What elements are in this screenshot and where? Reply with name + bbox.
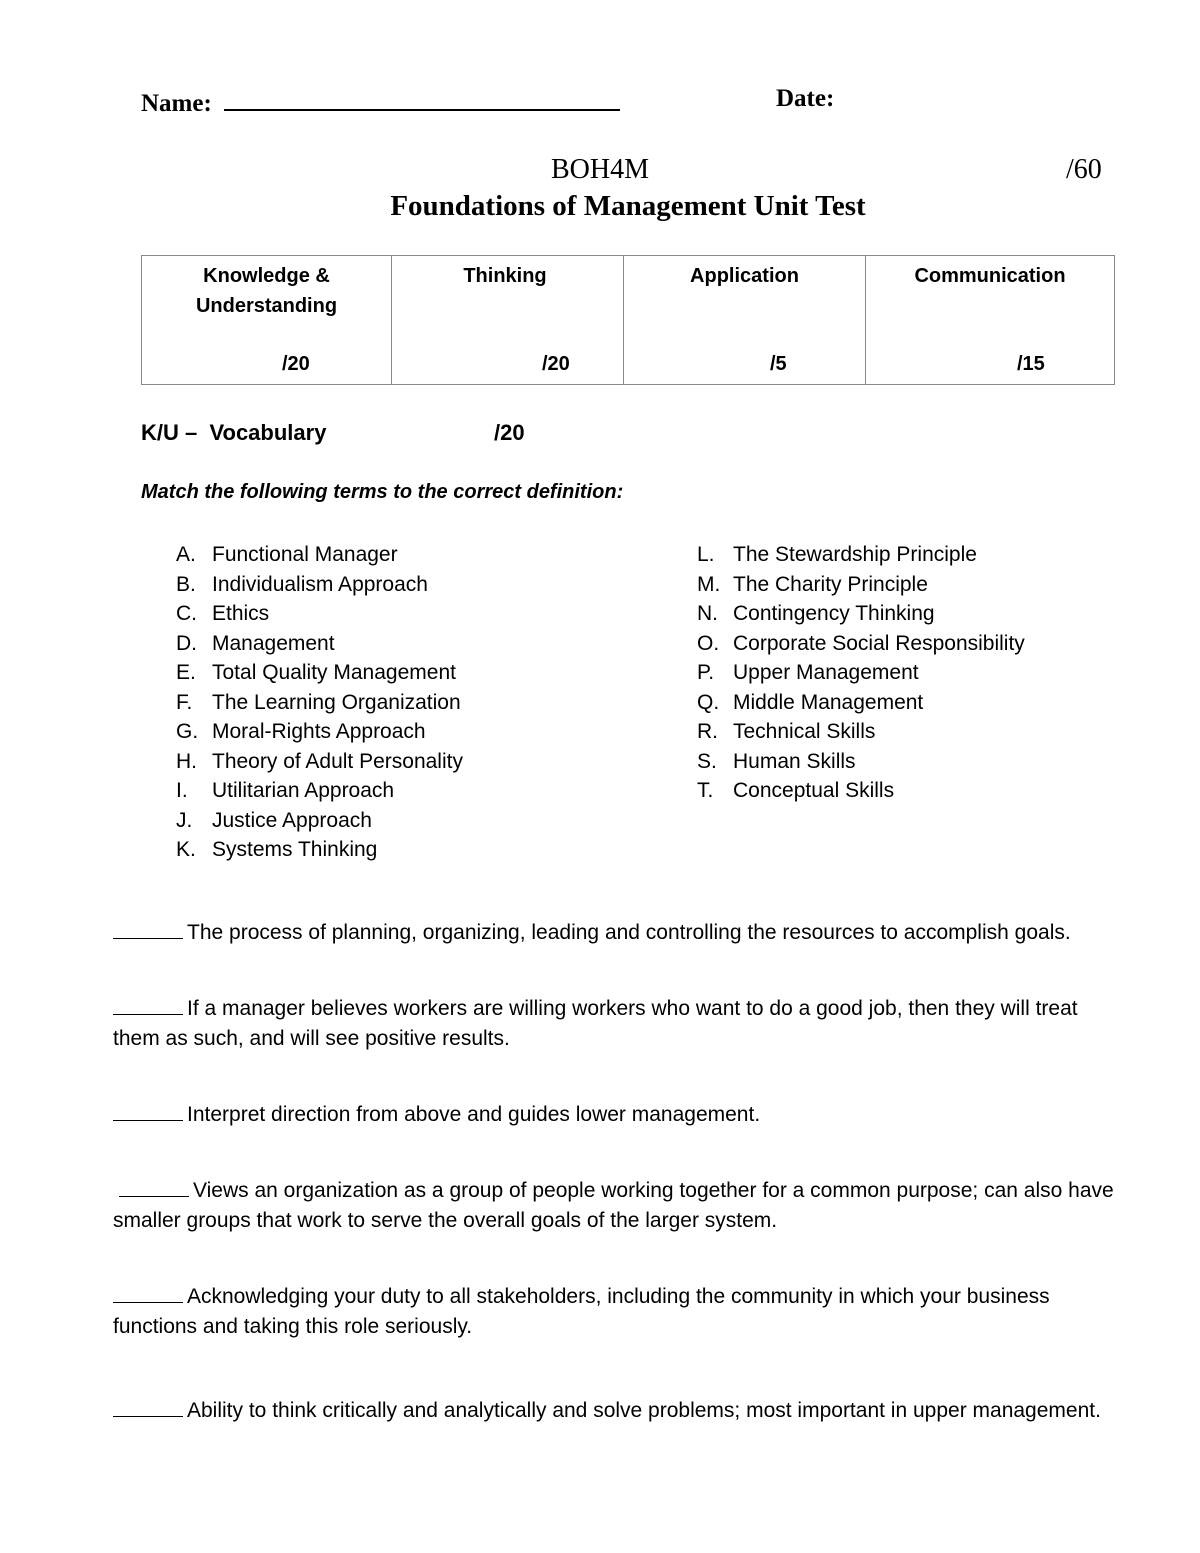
list-item: H. Theory of Adult Personality <box>176 749 463 773</box>
category-score-table <box>141 255 1115 385</box>
question-text: Ability to think critically and analytically and solve problems; most important in upper management. <box>187 1399 1101 1422</box>
list-item: L. The Stewardship Principle <box>697 543 977 566</box>
question-text: Interpret direction from above and guides lower management. <box>187 1103 761 1126</box>
list-item: I. Utilitarian Approach <box>176 779 395 802</box>
list-item: C. Ethics <box>176 602 270 625</box>
question-5 <box>113 1282 1118 1342</box>
answer-blank[interactable] <box>113 994 183 1015</box>
name-input-line[interactable] <box>224 85 620 111</box>
answer-blank[interactable] <box>113 1100 183 1121</box>
date-label: Date: <box>776 85 835 112</box>
list-item: S. Human Skills <box>697 749 856 773</box>
category-score: /20 <box>282 353 310 375</box>
instructions: Match the following terms to the correct definition: <box>141 481 624 503</box>
list-item: B. Individualism Approach <box>176 572 428 596</box>
question-2 <box>113 994 1118 1054</box>
section-heading: K/U – Vocabulary <box>141 420 327 445</box>
category-score: /15 <box>1017 353 1045 375</box>
terms-list-left <box>176 540 656 865</box>
list-item: R. Technical Skills <box>697 720 876 743</box>
list-item: O. Corporate Social Responsibility <box>697 631 1025 655</box>
section-score: /20 <box>494 420 525 445</box>
question-6 <box>113 1396 1118 1426</box>
course-code: BOH4M <box>550 154 649 185</box>
list-item: J. Justice Approach <box>176 808 372 832</box>
list-item: M. The Charity Principle <box>697 572 928 596</box>
terms-list-right <box>697 540 1137 806</box>
question-1 <box>113 918 1118 948</box>
question-text: The process of planning, organizing, leading and controlling the resources to accomplish goals. <box>187 921 1071 944</box>
category-score: /20 <box>542 353 570 375</box>
list-item: K. Systems Thinking <box>176 838 378 861</box>
list-item: F. The Learning Organization <box>176 690 461 714</box>
category-name: Thinking <box>463 265 547 287</box>
category-cell-knowledge <box>142 256 392 385</box>
category-score: /5 <box>770 353 787 375</box>
answer-blank[interactable] <box>113 1396 183 1417</box>
list-item: A. Functional Manager <box>176 543 398 566</box>
category-name: Application <box>690 265 799 287</box>
name-field-row <box>141 85 620 118</box>
answer-blank[interactable] <box>119 1176 189 1197</box>
question-text: If a manager believes workers are willing workers who want to do a good job, then they will treat them as such, and will see positive results. <box>113 997 1078 1050</box>
question-3 <box>113 1100 1118 1130</box>
category-cell-thinking <box>392 256 624 385</box>
list-item: P. Upper Management <box>697 661 919 684</box>
category-cell-application <box>624 256 866 385</box>
list-item: G. Moral-Rights Approach <box>176 720 426 743</box>
question-4 <box>113 1176 1118 1236</box>
list-item: Q. Middle Management <box>697 690 924 714</box>
category-name: Communication <box>914 265 1066 287</box>
answer-blank[interactable] <box>113 1282 183 1303</box>
list-item: T. Conceptual Skills <box>697 779 895 802</box>
question-text: Views an organization as a group of people working together for a common purpose; can also have smaller groups that work to serve the overall goals of the larger system. <box>113 1179 1114 1232</box>
question-text: Acknowledging your duty to all stakeholders, including the community in which your business functions and taking this role seriously. <box>113 1285 1050 1338</box>
list-item: E. Total Quality Management <box>176 661 456 684</box>
total-score: /60 <box>1066 154 1102 185</box>
page-title: Foundations of Management Unit Test <box>390 190 866 222</box>
list-item: N. Contingency Thinking <box>697 602 935 625</box>
category-cell-communication <box>866 256 1115 385</box>
category-name: Knowledge & Understanding <box>195 265 338 317</box>
name-label: Name: <box>141 90 212 117</box>
list-item: D. Management <box>176 631 335 655</box>
answer-blank[interactable] <box>113 918 183 939</box>
